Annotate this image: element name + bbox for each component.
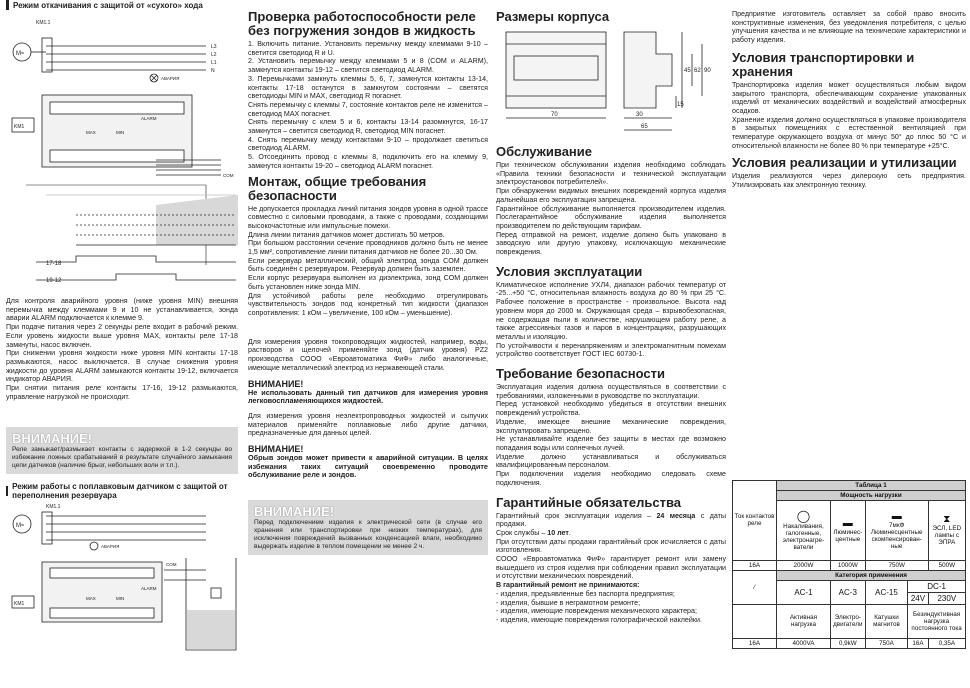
table-cell: 24V [908,592,928,604]
warning-title: ВНИМАНИЕ! [254,504,335,520]
tank-liquid [187,610,235,649]
table-header-current: Ток контактов реле [733,480,777,560]
table-cell: Электро-двигатели [830,604,865,638]
not-accepted-title: В гарантийный ремонт не принимаются: [496,581,640,590]
check-steps: 1. Включить питание. Установить перемычку между клеммами 9-10 – светится светодиод R и U. 2. Установить перемычку между клеммами 5 и 8 (COM и ALARM), замкнутся контакты 19-12 – светится светодиод ALARM. 3. Перемычками замкнуть клеммы 5, 6, 7, замкнутся контакты 13-14, контакты 17-18 останутся в замкнутом состоянии – светятся светодиоды MIN и MAX, светодиод R погаснет. Снять перемычку с клеммы 7, состояние контактов реле не изменится – светодиод MAX погаснет. Снять перемычку с клем 5 и 6, контакты 13-14 разомкнутся, 16-17 замкнутся – светится светодиод R, светодиод MIN погаснет. 4. Снять перемычку между контактами 9-10 – продолжает светиться светодиод ALARM. 5. Отсоединить провод с клеммы 8, подключить его на клемму 9, замкнутся контакты 19-20 – светодиод ALARM погаснет. [248,40,488,170]
table-cell: 1000W [830,560,865,570]
warning-title: ВНИМАНИЕ! [12,431,93,447]
capacitance-label: 7мкФ [889,521,905,529]
label-n: N [211,68,215,74]
tube-lamp-icon: ▬ [842,517,853,529]
warning-text: Обрыв зондов может привести к аварийной ситуации. В целях избежания таких ситуаций своевременно проводите обслуживание реле и зондов. [248,453,488,480]
table-title: Таблица 1 [777,480,966,490]
table-cell: 4000VA [777,638,831,648]
table-cell: 2000W [777,560,831,570]
text-paragraph: При подаче питания через 2 секунды реле входит в рабочий режим. Если уровень жидкости выше уровня MAX, контакты реле 17-18 замкнуты, насос включен. [6,323,238,349]
label-min: MIN [116,596,125,602]
warranty-text: При отсутствии даты продажи гарантийный срок исчисляется с даты изготовления. СООО «Евроавтоматика ФиФ» гарантирует ремонт или замену вышедшего из строя изделия при соблюдении правил эксплуатации и отсутствии механических повреждений. [496,537,726,581]
table-header-power: Мощность нагрузки [777,490,966,500]
label-alarm: ALARM [141,586,157,592]
table-cell: 16А [733,638,777,648]
section-title-check: Проверка работоспособности реле без погружения зондов в жидкость [248,9,476,38]
warning-text: Не использовать данный тип датчиков для измерения уровня легковоспламеняющихся жидкостей. [248,387,488,406]
contact-symbol-cell [733,570,777,604]
cfl-lamp-icon: ⧗ [943,514,951,526]
label-motor: M≈ [16,51,25,57]
label-19-12: 19-12 [46,278,62,284]
wiring-diagram-1 [6,10,238,290]
section-title-text: Режим работы с поплавковым датчиком с защитой от переполнения резервуара [12,482,228,501]
label-alarm-lamp: АВАРИЯ [161,76,180,81]
table-cell: 16А [733,560,777,570]
table-cell: 16А [908,638,928,648]
warning-box [248,500,488,555]
table-cell: Активная нагрузка [777,604,831,638]
dim-70: 70 [551,112,558,118]
dim-45: 45 [684,68,691,74]
section-title-safety: Требование безопасности [496,366,666,382]
label-com: COM [223,173,234,178]
dimensions-drawing [496,26,726,136]
dim-15: 15 [677,102,684,108]
transport-text: Транспортировка изделия может осуществляться любым видом закрытого транспорта, обеспечивающим сохранение упакованных изделий от механических воздействий и воздействий атмосферных осадков. Хранение изделия должно осуществляться в упаковке производителя в закрытых помещениях с естественной вентиляцией при температуре окружающего воздуха от минус 50° до плюс 50 °С и относительной влажности не более 80 % при температуре +25°С. [732,80,966,150]
label-motor: M≈ [16,523,25,530]
label-17-18: 17-18 [46,261,62,267]
realization-text: Изделия реализуются через дилерскую сеть предприятия. Утилизировать как электронную технику. [732,172,966,190]
dim-30: 30 [636,112,643,118]
column-4 [732,0,966,688]
table-cell: 500W [928,560,965,570]
service-life-term: 10 лет [547,528,569,537]
label-com: COM [166,562,177,568]
bullet-mark [6,0,9,10]
load-cell-fluorescent [830,500,865,560]
service-text: При техническом обслуживании изделия необходимо соблюдать «Правила техники безопасности и технической эксплуатации электроустановок потребителей». При обнаружении видимых внешних повреждений корпуса изделия дальнейшая его эксплуатация запрещена. Гарантийное обслуживание выполняется производителем изделия. Послегарантийное обслуживание изделия выполняется производителем по действующим тарифам. Перед отправкой на ремонт, изделие должно быть упаковано в заводскую или другую упаковку, исключающую механические повреждения. [496,161,726,257]
relay-contact-icon: ∕ [753,583,756,591]
table-cell: AC-15 [865,580,908,604]
service-life-text: . [568,528,571,537]
load-type: Накаливания, галогенные, электронагре-ватели [782,523,825,552]
safety-text: Эксплуатация изделия должна осуществляться в соответствии с требованиями, изложенными в руководстве по эксплуатации. Перед установкой необходимо убедиться в отсутствии внешних повреждений устройства. Изделие, имеющее внешние механические повреждения, эксплуатировать запрещено. Не устанавливайте изделие без защиты в местах где возможно попадания воды или солнечных лучей. Изделие должно устанавливаться и обслуживаться квалифицированным персоналом. При подключении изделия необходимо следовать схеме подключения. [496,383,726,487]
warranty-term: 24 месяца [656,511,696,520]
section-title-warranty: Гарантийные обязательства [496,494,681,510]
load-cell-compensated [865,500,928,560]
tank-level-shade [156,195,238,245]
load-table [732,480,966,649]
table-header-category: Категория применения [777,570,966,580]
warning-text: Перед подключением изделия к электрической сети (в случае его хранения или транспортировки при низких температурах), для исключения повреждений вызванных конденсацией влаги, необходимо выдержать изделие в теплом помещении не менее 2 ч. [254,519,482,551]
section-title-transport: Условия транспортировки и хранения [732,49,915,79]
table-cell: 0,35А [928,638,965,648]
warning-title: ВНИМАНИЕ! [248,378,304,389]
table-cell: DC-1 [908,580,966,592]
dim-90: 90 [704,68,711,74]
bulb-icon: ◯ [796,509,811,524]
table-cell: AC-1 [777,580,831,604]
warranty-period [496,512,726,529]
service-life [496,529,726,538]
load-cell-incandescent [777,500,831,560]
label-l2: L2 [211,52,217,58]
section-title-dimensions: Размеры корпуса [496,9,610,24]
table-cell: AC-3 [830,580,865,604]
column-2 [248,0,488,688]
warning-box [6,427,238,474]
table-cell: 750А [865,638,908,648]
warranty-text: Гарантийный срок эксплуатации изделия – [496,511,657,520]
section-title-mounting: Монтаж, общие требования безопасности [248,173,427,203]
section-title-text: Режим откачивания с защитой от «сухого» хода [13,0,203,10]
bullet-mark [6,486,8,496]
label-km1: KM1 [14,124,25,130]
section-title-operation: Условия эксплуатации [496,263,643,279]
dim-65: 65 [641,124,648,130]
section-title-float [6,482,238,500]
mounting-text: Не допускается прокладка линий питания зондов уровня в одной трассе совместно с силовыми проводами, а также с проводами, создающими высокочастотные или импульсные помехи. Длина линии питания датчиков может достигать 50 метров. При большом расстоянии сечение проводников должно быть не менее 1,5 мм², сопротивление линии питания датчиков не более 20...30 Ом. Если резервуар металлический, общий электрод зонда COM должен быть соединён с резервуаром. Резервуар должен быть заземлен. Если корпус резервуара выполнен из диэлектрика, зонд COM должен быть установлен ниже зонда MIN. Для устойчивой работы реле необходимо отрегулировать чувствительность зондов под конкретный тип жидкости (диапазон сопротивления: 1 кОм – увеличение, 100 кОм – уменьшение). [248,204,488,317]
column-3 [496,0,726,688]
label-l3: L3 [211,44,217,50]
service-life-text: Срок службы – [496,528,548,537]
label-km: KM1.1 [46,504,61,511]
table-cell: 230V [928,592,965,604]
warning-text: Реле замыкает/размыкает контакты с задержкой в 1-2 секунды во избежание ложных срабатываний в результате случайного замыкания цепи датчиков (наличие брызг, небольших волн и т.п.). [12,446,232,470]
intro-text: Предприятие изготовитель оставляет за собой право вносить конструктивные изменения, без уведомления потребителя, с целью улучшения качества и не влияющие на технические характеристики и работу изделия. [732,10,966,45]
section-title-service: Обслуживание [496,144,593,159]
column-1 [6,0,238,688]
load-type: Люминесцентные скомпенсирован-ные [870,528,923,550]
wiring-diagram-2 [6,500,238,660]
nonconductive-text: Для измерения уровня неэлектропроводных жидкостей и сыпучих материалов применяйте поплавковые либо другие датчики, предназначенные для данных целей. [248,411,488,438]
text-paragraph: Для контроля аварийного уровня (ниже уровня MIN) внешняя перемычка между клеммами 9 и 10 не устанавливается, зонда аварии ALARM подключается к клемме 9. [6,297,238,323]
dim-62: 62 [694,68,701,74]
section-title-realization: Условия реализации и утилизации [732,155,957,171]
label-l1: L1 [211,60,217,66]
section-title-dry-run [6,0,238,10]
warning-title: ВНИМАНИЕ! [248,444,304,455]
label-km1: KM1 [14,601,25,608]
housing-side [624,32,672,108]
label-max: MAX [86,130,96,135]
table-cell [733,604,777,638]
label-alarm: ALARM [141,116,157,121]
load-type: Люминес-центные [833,528,863,543]
label-max: MAX [86,596,96,602]
table-cell: 750W [865,560,928,570]
load-cell-esl [928,500,965,560]
warranty-text: с даты продажи. [496,511,726,529]
compensated-lamp-icon: ▬ [891,510,902,522]
housing-front [506,32,606,108]
label-min: MIN [116,130,125,135]
load-type: ЭСЛ, LED лампы с ЭПРА [932,525,962,547]
not-accepted-list: - изделия, предъявленные без паспорта предприятия; - изделия, бывшие в неграмотном ремонте; - изделия, имеющие повреждения механического характера; - изделия, имеющие повреждения голографической наклейки. [496,589,702,624]
table-cell: 0,9kW [830,638,865,648]
text-paragraph: При снижении уровня жидкости ниже уровня MIN контакты 17-18 размыкаются, насос выключается. В случае снижения уровня жидкости до уровня ALARM замыкаются контакты 19-12, включается индикатор АВАРИЯ. [6,349,238,384]
text-paragraph: При снятии питания реле контакты 17-16, 19-12 размыкаются, управление нагрузкой не происходит. [6,384,238,401]
operation-text: Климатическое исполнение УХЛ4, диапазон рабочих температур от -25...+50 °С, относительная влажность воздуха до 80 % при 25 °С. Рабочее положение в пространстве - произвольное. Высота над уровнем моря до 2000 м. Окружающая среда – взрывобезопасная, не содержащая пыли в количестве, нарушающем работу реле, а также агрессивных газов и паров в концентрациях, разрушающих металлы и изоляцию. По устойчивости к перенапряжениям и электромагнитным помехам устройство соответствует ГОСТ IEC 60730-1. [496,280,726,359]
table-cell: Катушки магнитов [865,604,908,638]
label-alarm-lamp: АВАРИЯ [101,544,120,550]
measure-text: Для измерения уровня токопроводящих жидкостей, например, воды, растворов и щелочей применяйте зонд (датчик уровня) PZ2 производства СООО «Евроавтоматика ФиФ» либо аналогичные, имеющие металлический электрод из нержавеющей стали. [248,337,488,372]
table-cell: Безиндуктивная нагрузка постоянного тока [908,604,966,638]
label-km: KM1.1 [36,20,51,26]
